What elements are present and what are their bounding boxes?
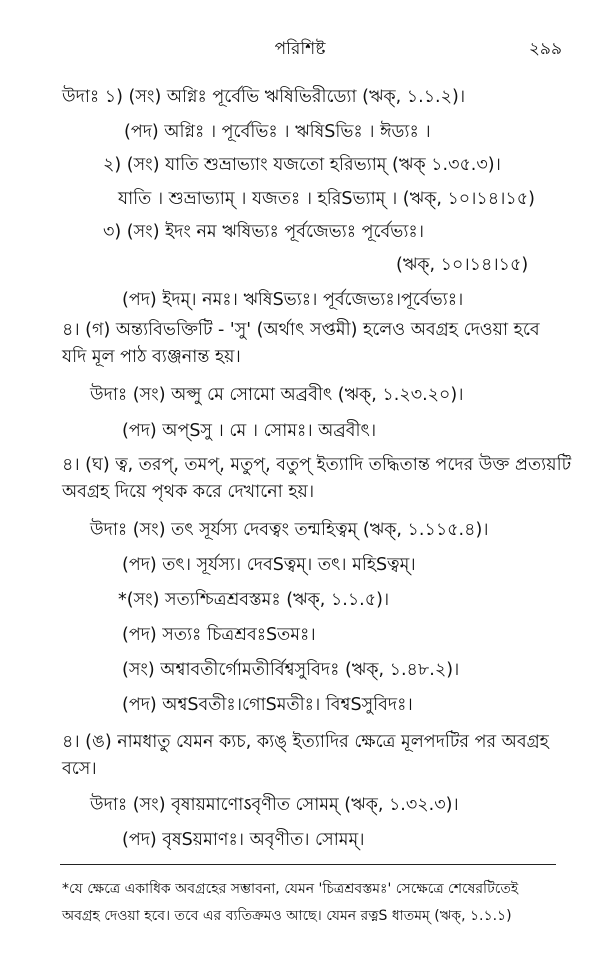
text-line: বসে।	[62, 759, 97, 779]
text-line: (পদ) অশ্বSবতীঃ।গোSমতীঃ। বিশ্বSসুবিদঃ।	[122, 695, 413, 715]
footnote-line: অবগ্রহ দেওয়া হবে। তবে এর ব্যতিক্রমও আছে। যেমন রত্নS ধাতমম্‌ (ঋক্‌, ১.১.১)	[62, 908, 512, 924]
text-line: অবগ্রহ দিয়ে পৃথক করে দেখানো হয়।	[62, 482, 315, 502]
page-number: ২৯৯	[528, 39, 562, 59]
text-line: (পদ) তৎ। সূর্যস্য। দেবSত্বম্‌। তৎ। মহিSত্বম্‌।	[122, 555, 416, 575]
text-line: *(সং) সত্যশ্চিত্রশ্রবস্তমঃ (ঋক্‌, ১.১.৫)।	[118, 590, 390, 610]
text-line: (পদ) অগ্নিঃ । পূর্বেভিঃ । ঋষিSভিঃ । ঈড্যঃ ।	[124, 122, 431, 142]
text-line: উদাঃ (সং) বৃষায়মাণোऽবৃণীত সোমম্‌ (ঋক্‌, ১.৩২.৩)।	[90, 795, 459, 815]
text-line: উদাঃ (সং) অপ্সু মে সোমো অব্রবীৎ (ঋক্‌, ১.২৩.২০)।	[90, 385, 464, 405]
text-line: ৩) (সং) ইদং নম ঋষিভ্যঃ পূর্বজেভ্যঃ পূর্বেভ্যঃ।	[103, 222, 425, 242]
text-line: (পদ) সত্যঃ চিত্রশ্রবঃSতমঃ।	[122, 625, 316, 645]
text-line: (পদ) ইদম্‌। নমঃ। ঋষিSভ্যঃ। পূর্বজেভ্যঃ।পূর্বেভ্যঃ।	[122, 290, 464, 310]
text-line: উদাঃ ১) (সং) অগ্নিঃ পূর্বেভি ঋষিভিরীড্যো (ঋক্‌, ১.১.২)।	[62, 87, 466, 107]
text-line: ৪। (ঙ) নামধাতু যেমন ক্যচ, ক্যঙ্‌ ইত্যাদির ক্ষেত্রে মূলপদটির পর অবগ্রহ	[62, 732, 549, 752]
text-line: (পদ) বৃষSয়মাণঃ। অবৃণীত। সোমম্‌।	[122, 830, 365, 850]
footnote-divider	[60, 864, 556, 865]
text-line: যদি মূল পাঠ ব্যঞ্জনান্ত হয়।	[62, 347, 241, 367]
page-header	[0, 34, 600, 64]
footnote-line: *যে ক্ষেত্রে একাধিক অবগ্রহের সম্ভাবনা, যেমন 'চিত্রশ্রবস্তমঃ' সেক্ষেত্রে শেষেরটিতেই	[62, 881, 519, 897]
text-line: ৪। (ঘ) ত্ব, তরপ্‌, তমপ্‌, মতুপ্‌, বতুপ্‌ ইত্যাদি তদ্ধিতান্ত পদের উক্ত প্রত্যয়টি	[62, 455, 572, 475]
text-line: ৪। (গ) অন্ত্যবিভক্তিটি - 'সু' (অর্থাৎ সপ্তমী) হলেও অবগ্রহ দেওয়া হবে	[62, 320, 540, 340]
running-title: পরিশিষ্ট	[274, 39, 326, 59]
text-line: (সং) অশ্বাবতীর্গোমতীর্বিশ্বসুবিদঃ (ঋক্‌, ১.৪৮.২)।	[122, 660, 460, 680]
text-line: (পদ) অপ্‌Sসু । মে । সোমঃ। অব্রবীৎ।	[122, 421, 377, 441]
text-line: যাতি । শুভ্রাভ্যাম্‌ । যজতঃ । হরিSভ্যাম্‌ । (ঋক্‌, ১০।১৪।১৫)	[118, 189, 535, 209]
text-line: উদাঃ (সং) তৎ সূর্যস্য দেবত্বং তন্মহিত্বম্‌ (ঋক্‌, ১.১১৫.৪)।	[90, 520, 489, 540]
text-line: ২) (সং) যাতি শুভ্রাভ্যাং যজতো হরিভ্যাম্‌ (ঋক্‌ ১.৩৫.৩)।	[103, 155, 501, 175]
text-line: (ঋক্‌, ১০।১৪।১৫)	[396, 255, 529, 275]
